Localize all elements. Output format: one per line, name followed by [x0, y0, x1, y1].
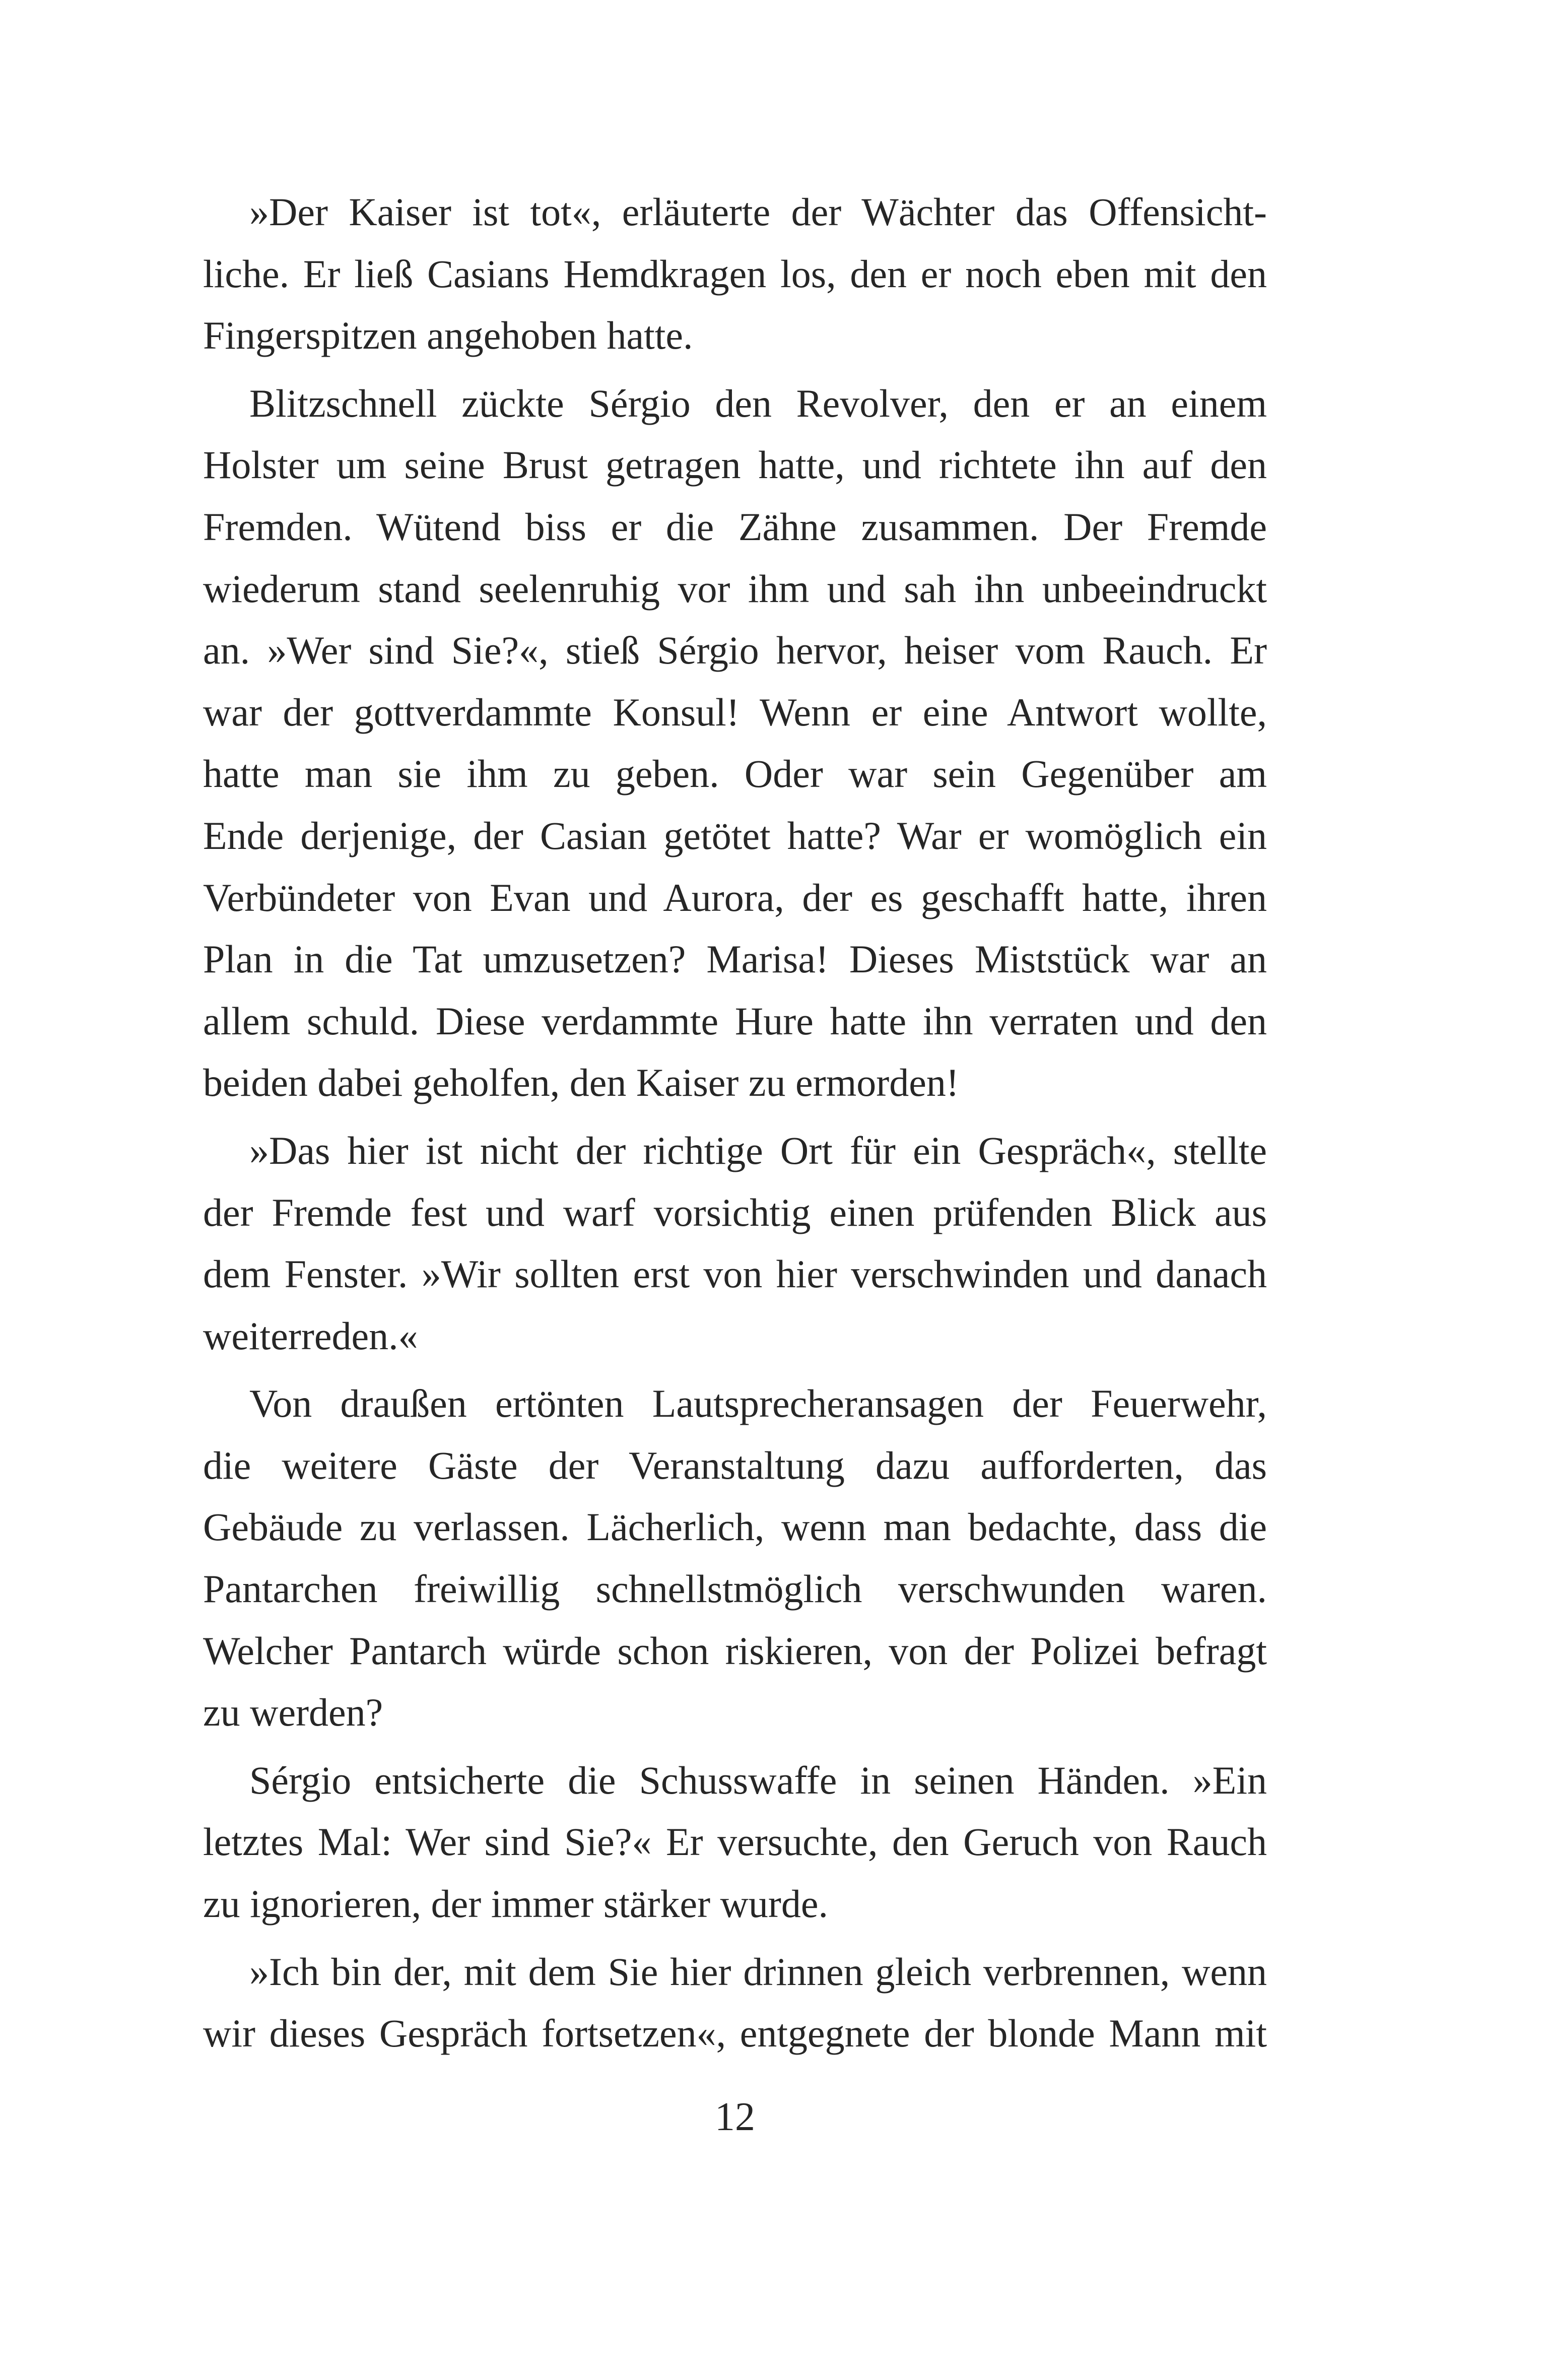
text-line: Fingerspitzen angehoben hatte. — [203, 313, 693, 358]
paragraph-1 — [203, 181, 1267, 367]
text-line: Welcher Pantarch würde schon riskieren, von der Polizei befragt — [203, 1628, 1267, 1673]
text-line: die weitere Gäste der Veranstaltung dazu aufforderten, das — [203, 1443, 1267, 1487]
paragraph-6 — [203, 1941, 1267, 2065]
paragraph-3 — [203, 1120, 1267, 1367]
text-line: zu werden? — [203, 1690, 383, 1735]
text-line: beiden dabei geholfen, den Kaiser zu ermorden! — [203, 1061, 959, 1105]
text-line: letztes Mal: Wer sind Sie?« Er versuchte, den Geruch von Rauch — [203, 1820, 1267, 1864]
page-number: 12 — [715, 2095, 755, 2139]
text-line: Verbündeter von Evan und Aurora, der es geschafft hatte, ihren — [203, 875, 1267, 919]
text-line: hatte man sie ihm zu geben. Oder war sein Gegenüber am — [203, 752, 1267, 796]
paragraph-5 — [203, 1750, 1267, 1935]
text-line: allem schuld. Diese verdammte Hure hatte ihn verraten und den — [203, 999, 1267, 1043]
text-line: »Das hier ist nicht der richtige Ort für ein Gespräch«, stellte — [249, 1128, 1267, 1172]
text-line: »Der Kaiser ist tot«, erläuterte der Wächter das Offensicht- — [249, 190, 1267, 234]
text-line: Holster um seine Brust getragen hatte, und richtete ihn auf den — [203, 443, 1267, 487]
text-line: Plan in die Tat umzusetzen? Marisa! Dieses Miststück war an — [203, 937, 1267, 981]
text-line: der Fremde fest und warf vorsichtig einen prüfenden Blick aus — [203, 1190, 1267, 1234]
text-line: »Ich bin der, mit dem Sie hier drinnen gleich verbrennen, wenn — [249, 1949, 1267, 1994]
text-line: wiederum stand seelenruhig vor ihm und sah ihn unbeeindruckt — [203, 566, 1267, 611]
text-line: Gebäude zu verlassen. Lächerlich, wenn man bedachte, dass die — [203, 1505, 1267, 1549]
text-line: Blitzschnell zückte Sérgio den Revolver, den er an einem — [249, 381, 1267, 425]
text-line: Ende derjenige, der Casian getötet hatte? War er womöglich ein — [203, 813, 1267, 857]
text-line: zu ignorieren, der immer stärker wurde. — [203, 1882, 828, 1926]
text-line: dem Fenster. »Wir sollten erst von hier verschwinden und danach — [203, 1252, 1267, 1296]
text-line: Pantarchen freiwillig schnellstmöglich verschwunden waren. — [203, 1567, 1267, 1611]
text-line: Fremden. Wütend biss er die Zähne zusammen. Der Fremde — [203, 504, 1267, 549]
paragraph-4 — [203, 1373, 1267, 1744]
paragraph-2 — [203, 373, 1267, 1114]
text-line: an. »Wer sind Sie?«, stieß Sérgio hervor, heiser vom Rauch. Er — [203, 628, 1267, 673]
body-text — [203, 181, 1267, 2065]
text-line: Von draußen ertönten Lautsprecheransagen der Feuerwehr, — [249, 1381, 1267, 1426]
text-line: weiterreden.« — [203, 1313, 418, 1358]
text-line: wir dieses Gespräch fortsetzen«, entgegnete der blonde Mann mit — [203, 2011, 1267, 2056]
text-line: war der gottverdammte Konsul! Wenn er eine Antwort wollte, — [203, 690, 1267, 734]
text-line: liche. Er ließ Casians Hemdkragen los, den er noch eben mit den — [203, 251, 1267, 296]
text-line: Sérgio entsicherte die Schusswaffe in seinen Händen. »Ein — [249, 1758, 1267, 1802]
